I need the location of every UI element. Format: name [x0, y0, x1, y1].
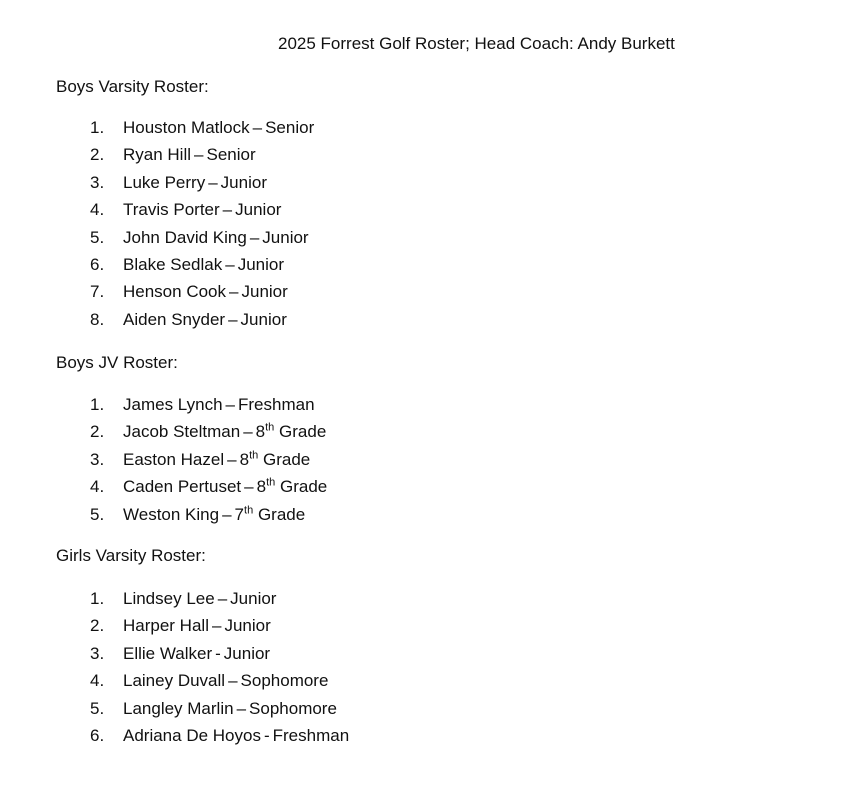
separator: –: [244, 477, 254, 497]
player-year: Sophomore: [249, 698, 337, 718]
separator: –: [225, 395, 235, 414]
separator: –: [243, 422, 253, 442]
player-year: Junior: [224, 616, 271, 636]
item-number: 6.: [90, 725, 105, 745]
list-item: [56, 309, 287, 337]
list-item: [56, 118, 315, 145]
separator: –: [222, 504, 232, 524]
list-item: [56, 671, 329, 698]
separator: –: [252, 118, 263, 137]
player-entry: [123, 644, 270, 664]
item-number: 7.: [90, 282, 105, 302]
player-entry: [123, 255, 284, 275]
separator: –: [228, 309, 238, 329]
player-name: Caden Pertuset: [123, 477, 242, 497]
player-name: Blake Sedlak: [123, 254, 223, 274]
list-item: [56, 476, 328, 504]
section-heading: Girls Varsity Roster:: [56, 546, 206, 565]
list-item: [56, 449, 311, 477]
separator: –: [194, 145, 204, 165]
section-heading: Boys Varsity Roster:: [56, 77, 209, 96]
player-entry: [123, 173, 267, 193]
player-name: Houston Matlock: [123, 118, 250, 137]
item-number: 1.: [90, 395, 105, 414]
item-number: 6.: [90, 254, 105, 274]
grade-word: Grade: [257, 504, 306, 524]
player-name: Ellie Walker: [123, 643, 213, 663]
section-boys-jv: [56, 353, 328, 532]
list-item: [56, 282, 288, 309]
list-item: [56, 643, 271, 671]
list-item: [56, 172, 267, 200]
separator: –: [227, 449, 237, 469]
list-item: [56, 698, 337, 726]
item-number: 4.: [90, 671, 105, 691]
player-entry: [123, 310, 287, 330]
item-number: 5.: [90, 698, 105, 718]
separator: –: [228, 671, 238, 691]
separator: –: [222, 200, 233, 220]
grade-number: 8: [256, 477, 267, 497]
player-entry: [123, 118, 314, 138]
list-item: [56, 200, 282, 227]
item-number: 1.: [90, 589, 105, 608]
item-number: 1.: [90, 118, 105, 137]
list-item: [56, 395, 315, 422]
item-number: 2.: [90, 616, 105, 636]
list-item: [56, 254, 285, 282]
player-year: Sophomore: [240, 671, 329, 691]
list-item: [56, 145, 256, 172]
player-name: Aiden Snyder: [123, 309, 226, 329]
player-name: Ryan Hill: [123, 145, 192, 165]
separator: –: [211, 616, 222, 636]
separator: –: [249, 227, 260, 247]
player-name: Henson Cook: [123, 282, 227, 302]
roster-list: [56, 395, 328, 532]
item-number: 3.: [90, 643, 105, 663]
player-year: Senior: [265, 118, 315, 137]
page-title: 2025 Forrest Golf Roster; Head Coach: Andy Burkett: [278, 34, 675, 53]
item-number: 4.: [90, 200, 105, 220]
player-year: Junior: [262, 227, 309, 247]
player-entry: [123, 505, 305, 525]
player-entry: [123, 699, 337, 719]
player-name: Lainey Duvall: [123, 671, 226, 691]
player-name: Langley Marlin: [123, 698, 234, 718]
player-name: Lindsey Lee: [123, 589, 215, 608]
player-year: Freshman: [272, 725, 350, 745]
player-entry: [123, 145, 256, 165]
roster-list: [56, 589, 350, 753]
section-boys-varsity: [56, 77, 315, 337]
grade-ordinal: th: [265, 421, 275, 434]
player-year: Junior: [237, 254, 285, 274]
item-number: 2.: [90, 145, 105, 165]
player-name: John David King: [123, 227, 247, 247]
separator: –: [217, 589, 228, 608]
player-name: Easton Hazel: [123, 449, 225, 469]
player-name: Adriana De Hoyos: [123, 725, 261, 745]
player-entry: [123, 477, 327, 497]
list-item: [56, 227, 309, 255]
item-number: 2.: [90, 422, 105, 442]
item-number: 3.: [90, 172, 105, 192]
player-entry: [123, 616, 271, 636]
item-number: 3.: [90, 449, 105, 469]
section-girls-varsity: [56, 546, 350, 753]
list-item: [56, 503, 306, 532]
separator: –: [208, 172, 218, 192]
item-number: 4.: [90, 477, 105, 497]
player-name: Weston King: [123, 504, 220, 524]
player-year: Junior: [230, 589, 277, 608]
grade-number: 7: [234, 504, 245, 524]
player-year: Junior: [241, 282, 288, 302]
player-entry: [123, 589, 276, 609]
player-name: James Lynch: [123, 395, 223, 414]
player-year: Junior: [235, 200, 282, 220]
player-name: Jacob Steltman: [123, 422, 241, 442]
player-entry: [123, 228, 309, 248]
player-entry: [123, 671, 328, 691]
grade-word: Grade: [280, 477, 328, 497]
list-item: [56, 616, 271, 643]
separator: -: [215, 643, 221, 663]
item-number: 8.: [90, 309, 105, 329]
grade-ordinal: th: [244, 503, 254, 516]
list-item: [56, 725, 350, 753]
player-entry: [123, 422, 326, 442]
player-year: Junior: [240, 309, 287, 329]
section-heading: Boys JV Roster:: [56, 353, 178, 372]
grade-word: Grade: [262, 449, 311, 469]
player-entry: [123, 395, 315, 415]
grade-number: 8: [255, 422, 266, 442]
grade-number: 8: [239, 449, 250, 469]
separator: -: [263, 725, 270, 745]
item-number: 5.: [90, 227, 105, 247]
list-item: [56, 589, 277, 616]
player-name: Travis Porter: [123, 200, 220, 220]
separator: –: [229, 282, 239, 302]
player-name: Harper Hall: [123, 616, 209, 636]
item-number: 5.: [90, 504, 105, 524]
separator: –: [225, 254, 235, 274]
player-entry: [123, 200, 281, 220]
player-year: Freshman: [238, 395, 315, 414]
player-name: Luke Perry: [123, 172, 206, 192]
list-item: [56, 421, 327, 449]
grade-ordinal: th: [266, 476, 276, 489]
grade-word: Grade: [279, 422, 327, 442]
roster-list: [56, 118, 315, 337]
player-entry: [123, 282, 288, 302]
player-year: Junior: [223, 643, 271, 663]
player-entry: [123, 450, 310, 470]
player-year: Senior: [206, 145, 256, 165]
player-entry: [123, 726, 349, 746]
grade-ordinal: th: [249, 449, 259, 462]
player-year: Junior: [220, 172, 267, 192]
separator: –: [236, 698, 247, 718]
